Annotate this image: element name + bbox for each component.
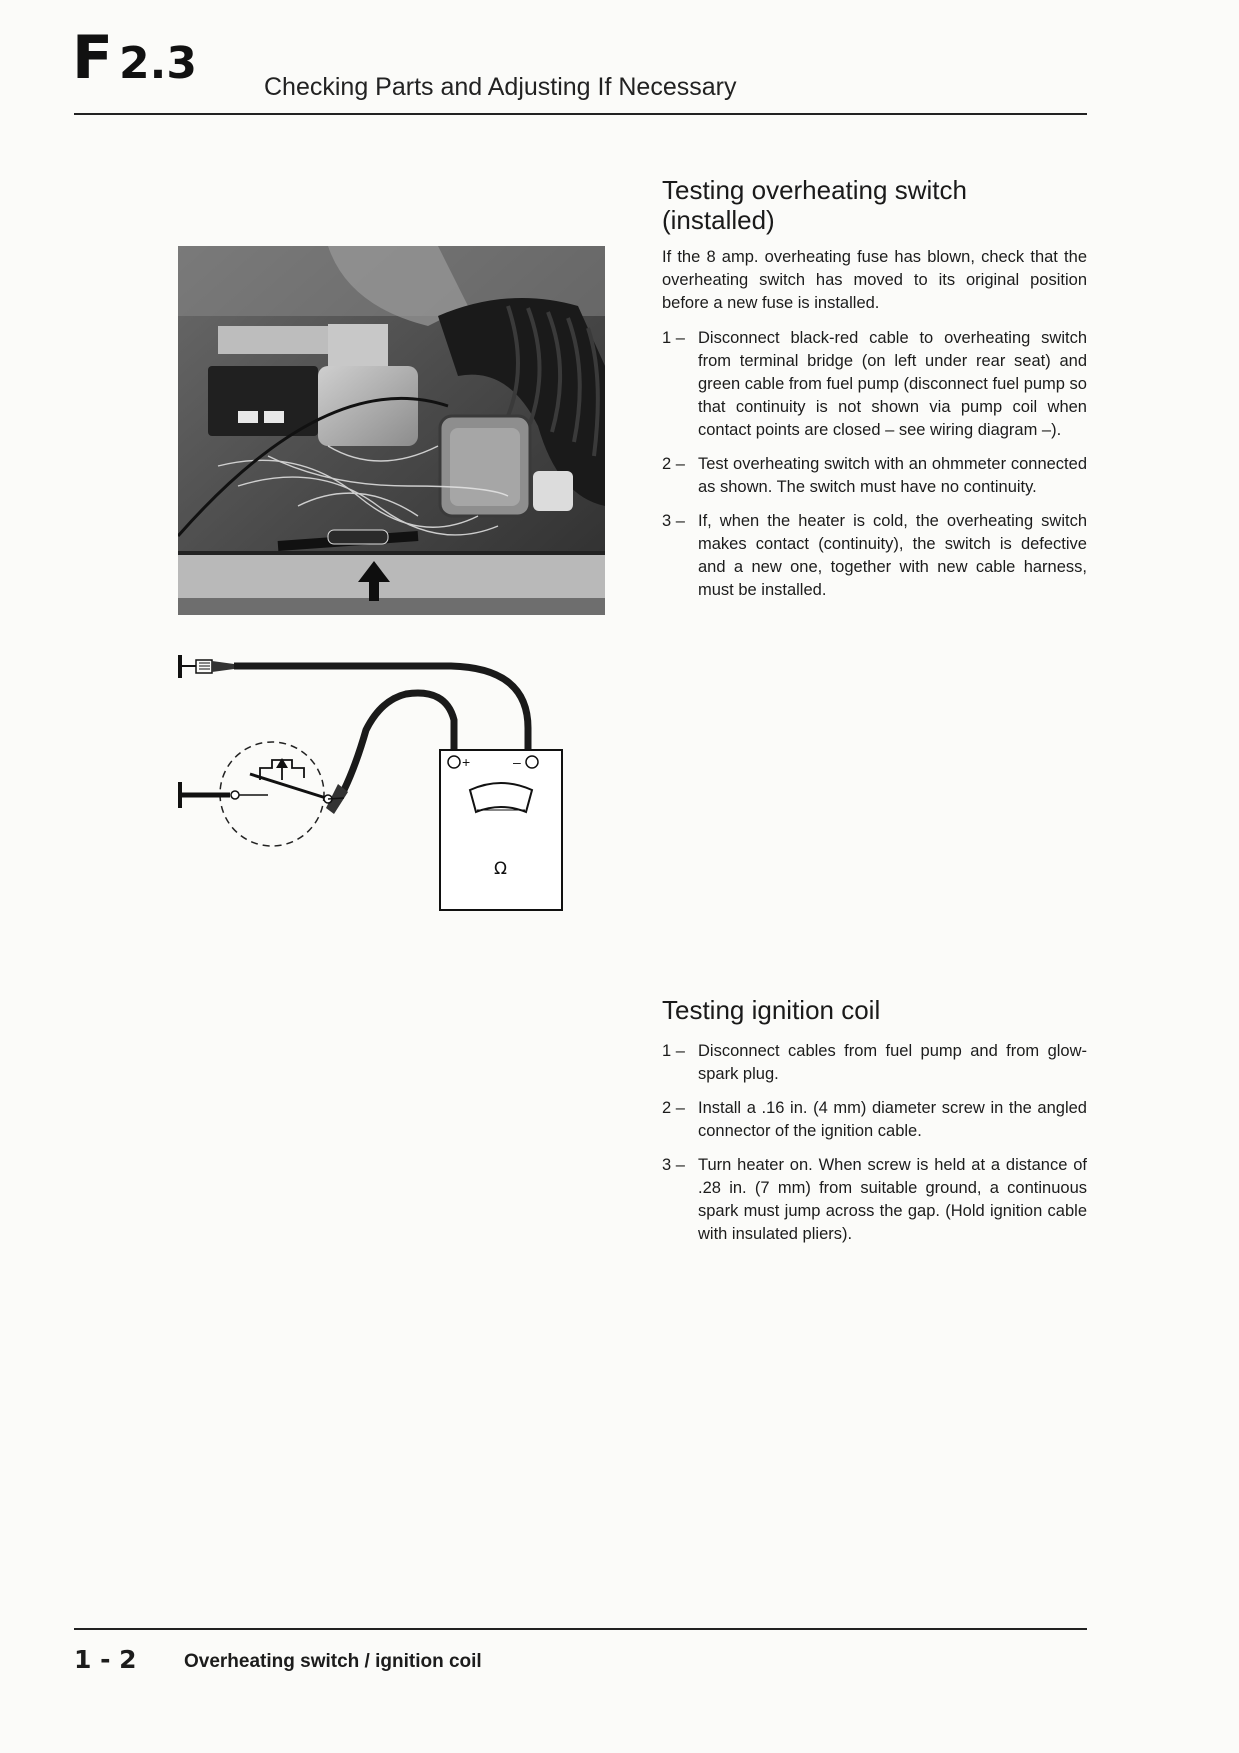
section1-intro: If the 8 amp. overheating fuse has blown, check that the overheating switch has moved to its original position before a new fuse is installed. <box>662 248 1087 312</box>
positive-lead <box>344 693 454 790</box>
section1-heading <box>662 175 1082 235</box>
step-text: Install a .16 in. (4 mm) diameter screw in the angled connector of the ignition cable. <box>698 1099 1087 1140</box>
step-number: 1 – <box>662 329 685 347</box>
installed-switch-photo <box>178 246 605 615</box>
step-text: If, when the heater is cold, the overheating switch makes contact (continuity), the switch is defective and a new one, together with new cable harness, must be installed. <box>698 512 1087 599</box>
list-item <box>662 1097 1087 1143</box>
ohmmeter-test-diagram <box>176 650 616 925</box>
header-rule <box>74 113 1087 115</box>
ohmmeter-minus-label: – <box>513 754 521 770</box>
section1-steps <box>662 327 1087 613</box>
step-text: Disconnect cables from fuel pump and from glow-spark plug. <box>698 1042 1087 1083</box>
step-text: Turn heater on. When screw is held at a distance of .28 in. (7 mm) from suitable ground, a continuous spark must jump across the gap. (Hold ignition cable with insulated pliers). <box>698 1156 1087 1243</box>
step-number: 3 – <box>662 1156 685 1174</box>
footer-title: Overheating switch / ignition coil <box>184 1651 482 1672</box>
section1-heading-line2: (installed) <box>662 205 775 235</box>
list-item <box>662 327 1087 442</box>
section-letter: F <box>72 23 113 93</box>
step-number: 2 – <box>662 1099 685 1117</box>
step-number: 3 – <box>662 512 685 530</box>
list-item <box>662 510 1087 602</box>
list-item <box>662 1154 1087 1246</box>
page-title: Checking Parts and Adjusting If Necessary <box>264 73 737 101</box>
section1-heading-line1: Testing overheating switch <box>662 175 967 205</box>
section-code <box>72 23 197 93</box>
section2-steps <box>662 1040 1087 1257</box>
step-number: 2 – <box>662 455 685 473</box>
ohmmeter <box>440 750 562 910</box>
section2-heading: Testing ignition coil <box>662 995 881 1025</box>
step-text: Disconnect black-red cable to overheating switch from terminal bridge (on left under rear seat) and green cable from fuel pump (disconnect fuel pump so that continuity is not shown via pump coil when contact points are closed – see wiring diagram –). <box>698 329 1087 439</box>
section-number: 2.3 <box>119 38 197 89</box>
footer-rule <box>74 1628 1087 1630</box>
ohm-symbol: Ω <box>494 859 507 879</box>
overheating-switch-symbol <box>180 758 344 808</box>
page-number: 1 - 2 <box>74 1645 137 1674</box>
step-number: 1 – <box>662 1042 685 1060</box>
ohmmeter-plus-label: + <box>462 754 471 770</box>
list-item <box>662 453 1087 499</box>
step-text: Test overheating switch with an ohmmeter connected as shown. The switch must have no continuity. <box>698 455 1087 496</box>
ground-terminal-upper <box>180 655 234 678</box>
list-item <box>662 1040 1087 1086</box>
